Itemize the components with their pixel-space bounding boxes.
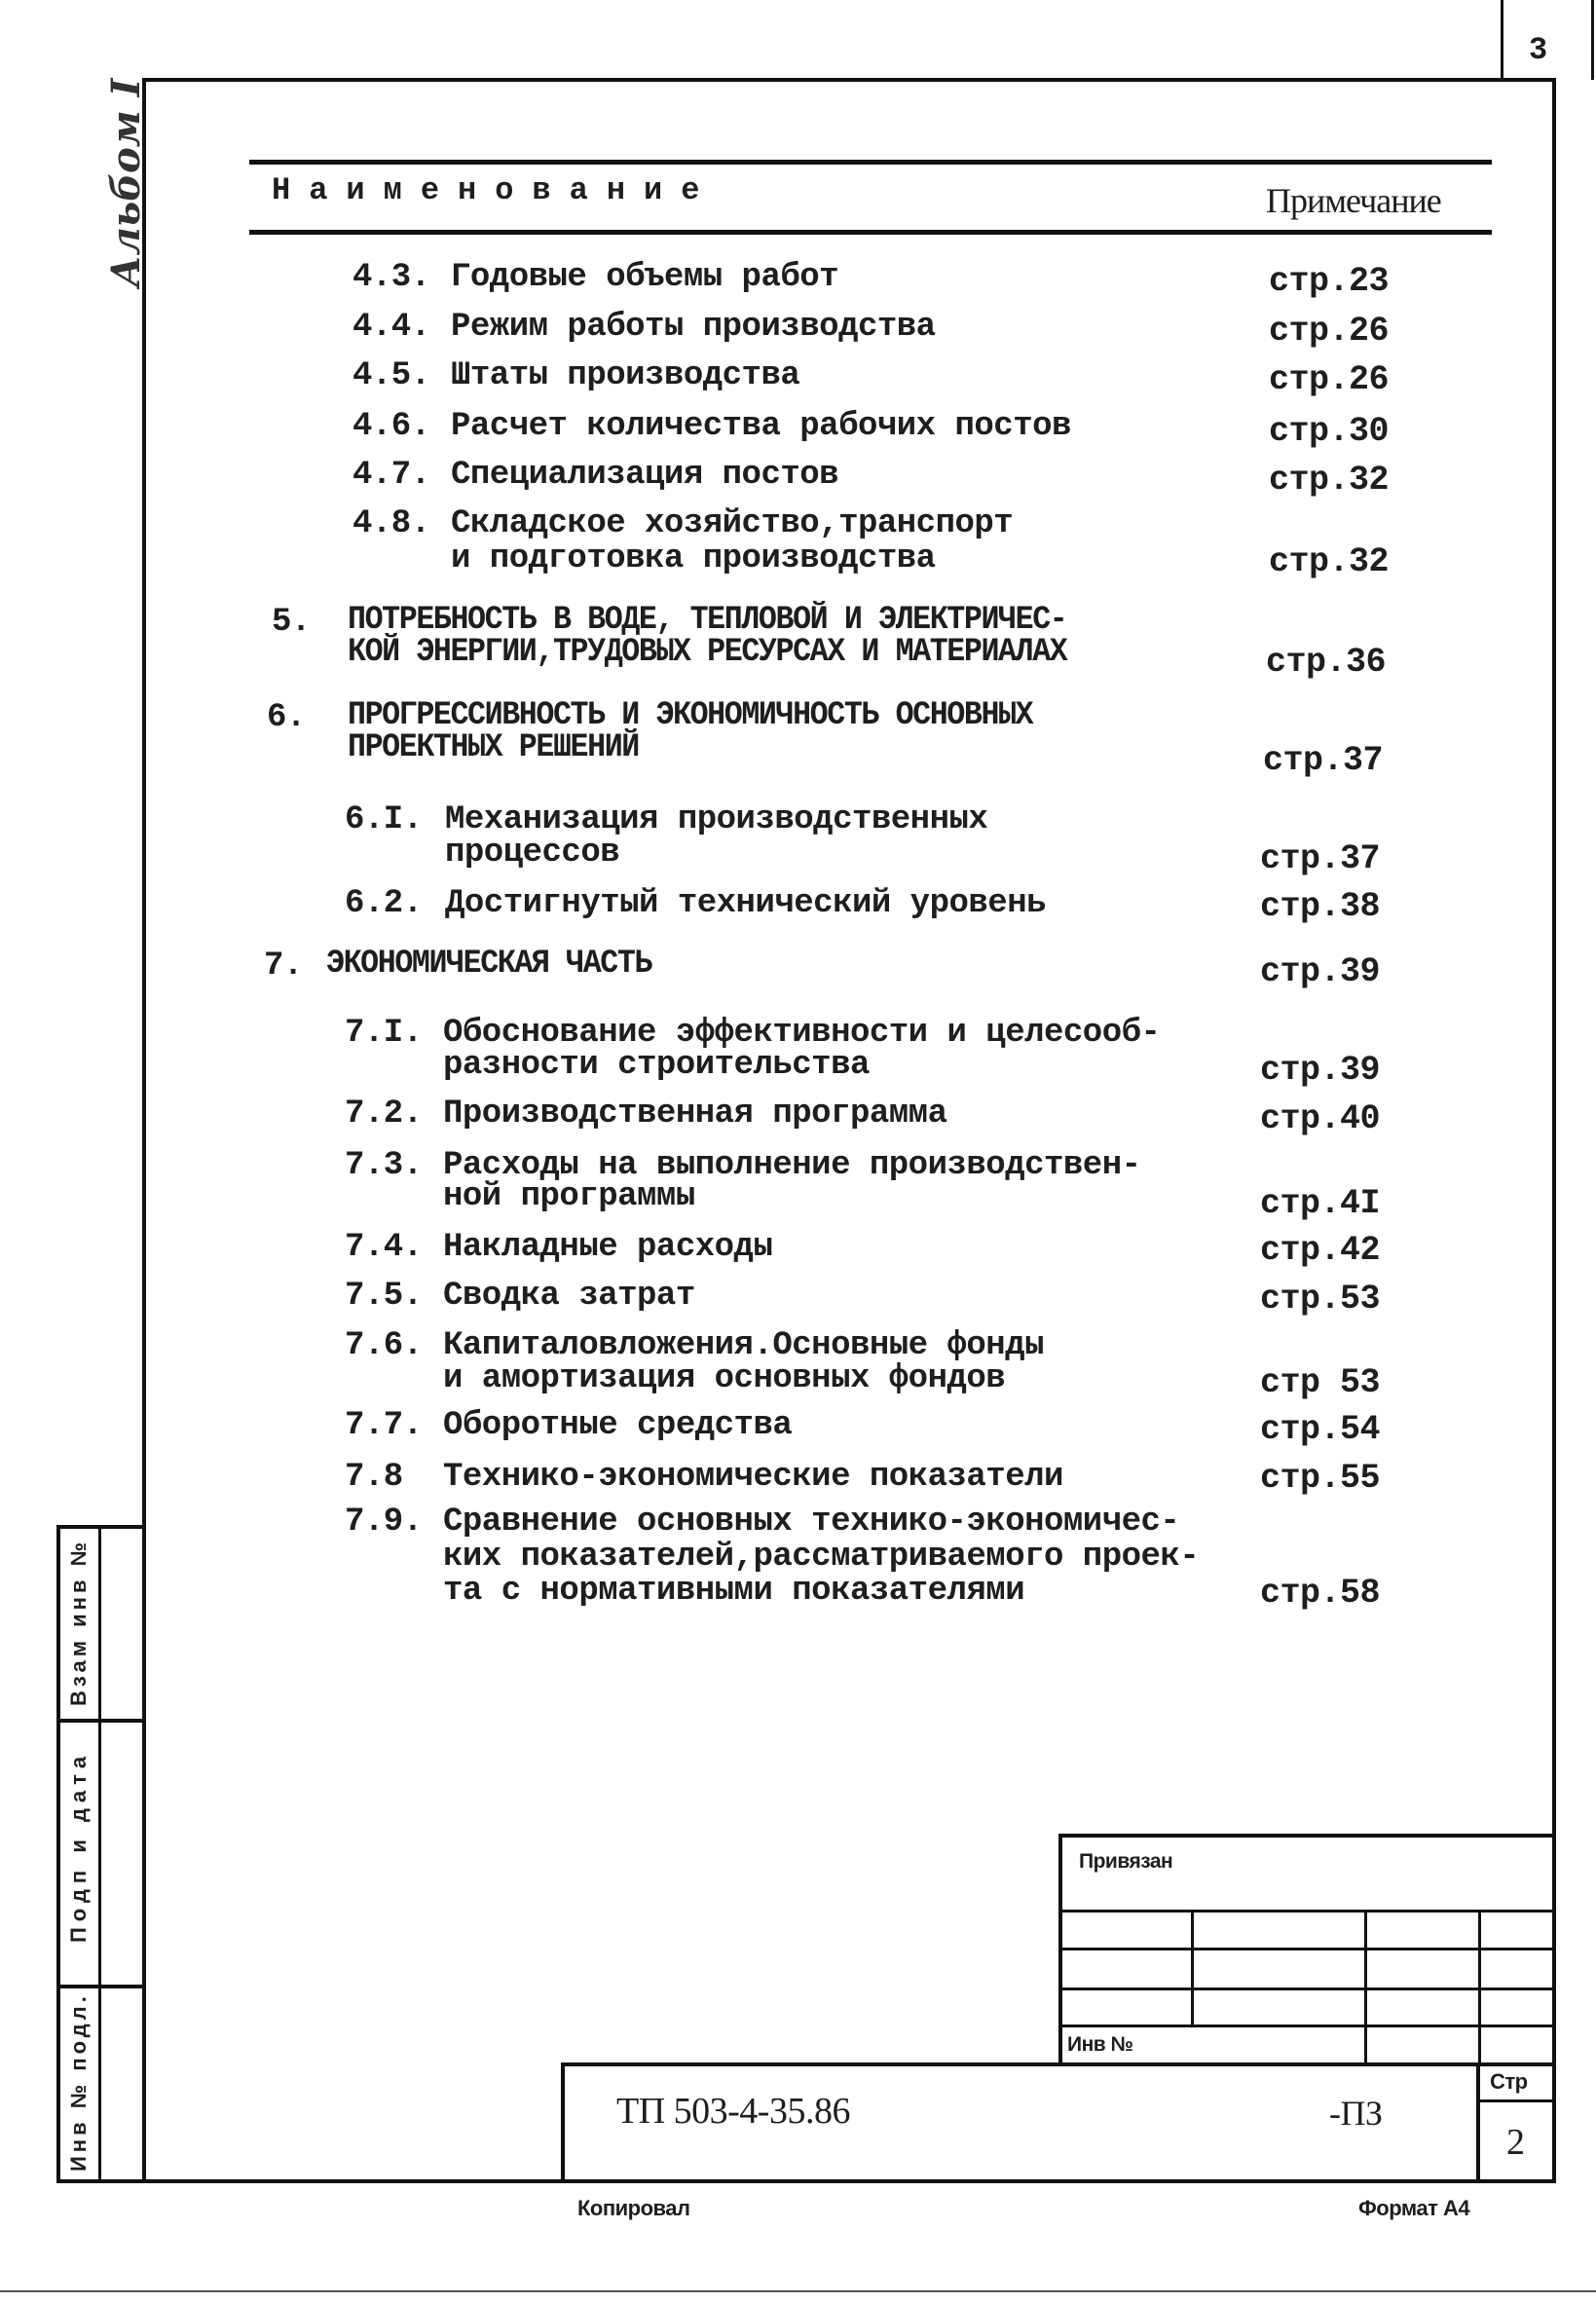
tb-row-2 — [1058, 1948, 1556, 1950]
toc-entry-number: 7.3. — [345, 1147, 423, 1184]
toc-entry-title: Капиталовложения.Основные фонды — [443, 1327, 1045, 1364]
tb-col-3 — [1478, 1910, 1481, 2065]
toc-entry-number: 7.9. — [345, 1504, 423, 1541]
footer-format: Формат А4 — [1358, 2196, 1470, 2220]
toc-entry-number: 7.4. — [345, 1229, 423, 1266]
page-value: 2 — [1506, 2122, 1525, 2163]
toc-entry-title: Технико-экономические показатели — [443, 1459, 1063, 1496]
toc-entry-title: ПОТРЕБНОСТЬ В ВОДЕ, ТЕПЛОВОЙ И ЭЛЕКТРИЧЕС- — [348, 602, 1067, 639]
toc-entry-title: Оборотные средства — [443, 1407, 793, 1444]
toc-entry-page: стр.42 — [1260, 1231, 1381, 1270]
toc-entry-page: стр.54 — [1260, 1410, 1381, 1449]
toc-entry-title: Производственная программа — [443, 1096, 947, 1133]
toc-entry-title: ПРОЕКТНЫХ РЕШЕНИЙ — [348, 729, 639, 766]
strip-inv-orig-label: Инв № подл. — [66, 1992, 91, 2172]
header-note-column: Примечание — [1266, 181, 1441, 220]
toc-entry-page: стр.37 — [1260, 839, 1381, 878]
toc-entry-page: стр.38 — [1260, 887, 1381, 926]
toc-entry-page: стр.58 — [1260, 1574, 1381, 1613]
strip-replaced-inv-label: Взам инв № — [66, 1538, 91, 1706]
toc-entry-page: стр 53 — [1260, 1363, 1381, 1402]
toc-entry-title: Складское хозяйство,транспорт — [451, 505, 1014, 542]
toc-entry-page: стр.39 — [1260, 1051, 1381, 1090]
toc-entry-title: разности строительства — [443, 1047, 870, 1084]
toc-entry-number: 6. — [267, 699, 306, 736]
tb-col-2 — [1364, 1910, 1367, 2065]
strip-sign-date-label: Подп и дата — [66, 1750, 91, 1943]
tb-row-4 — [1058, 2024, 1556, 2027]
page-label: Стр — [1490, 2069, 1528, 2094]
header-name-column: Наименование — [272, 172, 719, 208]
toc-entry-title: Специализация постов — [451, 457, 839, 494]
toc-entry-number: 7.I. — [345, 1015, 423, 1052]
toc-entry-number: 7.8 — [345, 1459, 403, 1496]
toc-entry-title: ПРОГРЕССИВНОСТЬ И ЭКОНОМИЧНОСТЬ ОСНОВНЫХ — [348, 697, 1033, 734]
toc-entry-page: стр.26 — [1269, 360, 1390, 399]
toc-entry-title: та с нормативными показателями — [443, 1573, 1025, 1610]
sheet-box-left — [1501, 0, 1503, 80]
tb-page-col — [1476, 2062, 1480, 2183]
toc-entry-title: ной программы — [443, 1178, 695, 1215]
frame-left — [142, 78, 146, 2183]
tb-row-3 — [1058, 1987, 1556, 1990]
toc-entry-page: стр.32 — [1269, 542, 1390, 581]
bottom-trim-line — [0, 2290, 1596, 2292]
header-top-rule — [249, 160, 1492, 165]
toc-entry-title: Расходы на выполнение производствен- — [443, 1147, 1141, 1184]
strip-top — [56, 1525, 146, 1529]
tb-row-1 — [1058, 1910, 1556, 1913]
toc-entry-title: Годовые объемы работ — [451, 259, 839, 296]
tb-main-top — [561, 2062, 1556, 2066]
frame-top — [142, 78, 1556, 82]
toc-entry-page: стр.4I — [1260, 1184, 1381, 1223]
document-code: ТП 503-4-35.86 — [616, 2091, 850, 2132]
tb-bound-label: Привязан — [1079, 1850, 1173, 1873]
toc-entry-number: 6.I. — [345, 801, 423, 838]
album-label: Альбом I — [103, 78, 149, 287]
toc-entry-number: 4.4. — [353, 309, 430, 346]
toc-entry-number: 7.5. — [345, 1278, 423, 1315]
toc-entry-title: КОЙ ЭНЕРГИИ,ТРУДОВЫХ РЕСУРСАХ И МАТЕРИАЛАХ — [348, 634, 1067, 671]
toc-entry-title: ких показателей,рассматриваемого проек- — [443, 1539, 1200, 1576]
toc-entry-page: стр.23 — [1269, 262, 1390, 301]
toc-entry-page: стр.32 — [1269, 461, 1390, 500]
toc-entry-number: 4.8. — [353, 505, 430, 542]
toc-entry-title: и подготовка производства — [451, 540, 936, 577]
toc-entry-title: процессов — [445, 835, 620, 872]
strip-divider — [98, 1525, 101, 2183]
toc-entry-title: Штаты производства — [451, 357, 800, 394]
toc-entry-page: стр.40 — [1260, 1099, 1381, 1138]
toc-entry-number: 7.2. — [345, 1096, 423, 1133]
toc-entry-title: Расчет количества рабочих постов — [451, 408, 1071, 445]
toc-entry-title: Достигнутый технический уровень — [445, 885, 1047, 922]
toc-entry-number: 4.7. — [353, 457, 430, 494]
footer-copied: Копировал — [577, 2196, 690, 2220]
toc-entry-title: Режим работы производства — [451, 309, 936, 346]
toc-entry-number: 4.6. — [353, 408, 430, 445]
toc-entry-number: 7.7. — [345, 1407, 423, 1444]
tb-bound-top — [1058, 1834, 1556, 1838]
toc-entry-title: Обоснование эффективности и целесооб- — [443, 1015, 1161, 1052]
toc-entry-page: стр.30 — [1269, 412, 1390, 451]
toc-entry-page: стр.55 — [1260, 1459, 1381, 1498]
strip-sep-2 — [56, 1985, 146, 1988]
toc-entry-page: стр.36 — [1266, 643, 1387, 682]
toc-entry-page: стр.53 — [1260, 1280, 1381, 1319]
toc-entry-page: стр.39 — [1260, 952, 1381, 991]
header-bottom-rule — [249, 230, 1492, 235]
toc-entry-number: 6.2. — [345, 885, 423, 922]
toc-entry-number: 4.5. — [353, 357, 430, 394]
toc-entry-number: 5. — [272, 604, 311, 641]
toc-entry-title: Сводка затрат — [443, 1278, 695, 1315]
toc-entry-number: 7.6. — [345, 1327, 423, 1364]
toc-entry-page: стр.26 — [1269, 312, 1390, 351]
toc-entry-title: и амортизация основных фондов — [443, 1360, 1006, 1397]
strip-sep-1 — [56, 1719, 146, 1723]
tb-col-1 — [1191, 1910, 1194, 2026]
strip-outer-left — [56, 1525, 60, 2183]
frame-right — [1552, 78, 1556, 2183]
toc-entry-number: 4.3. — [353, 259, 430, 296]
toc-entry-title: ЭКОНОМИЧЕСКАЯ ЧАСТЬ — [326, 946, 652, 983]
toc-entry-number: 7. — [264, 947, 303, 984]
tb-main-left — [561, 2062, 565, 2183]
frame-bottom — [56, 2179, 1556, 2183]
toc-entry-title: Механизация производственных — [445, 801, 988, 838]
sheet-number: 3 — [1529, 32, 1547, 68]
tb-page-sep — [1476, 2099, 1556, 2102]
toc-entry-title: Сравнение основных технико-экономичес- — [443, 1504, 1180, 1541]
sheet-box-right — [1591, 0, 1594, 80]
toc-entry-page: стр.37 — [1263, 741, 1384, 780]
toc-entry-title: Накладные расходы — [443, 1229, 773, 1266]
tb-inv-label: Инв № — [1067, 2033, 1133, 2056]
document-suffix: -ПЗ — [1329, 2094, 1383, 2133]
